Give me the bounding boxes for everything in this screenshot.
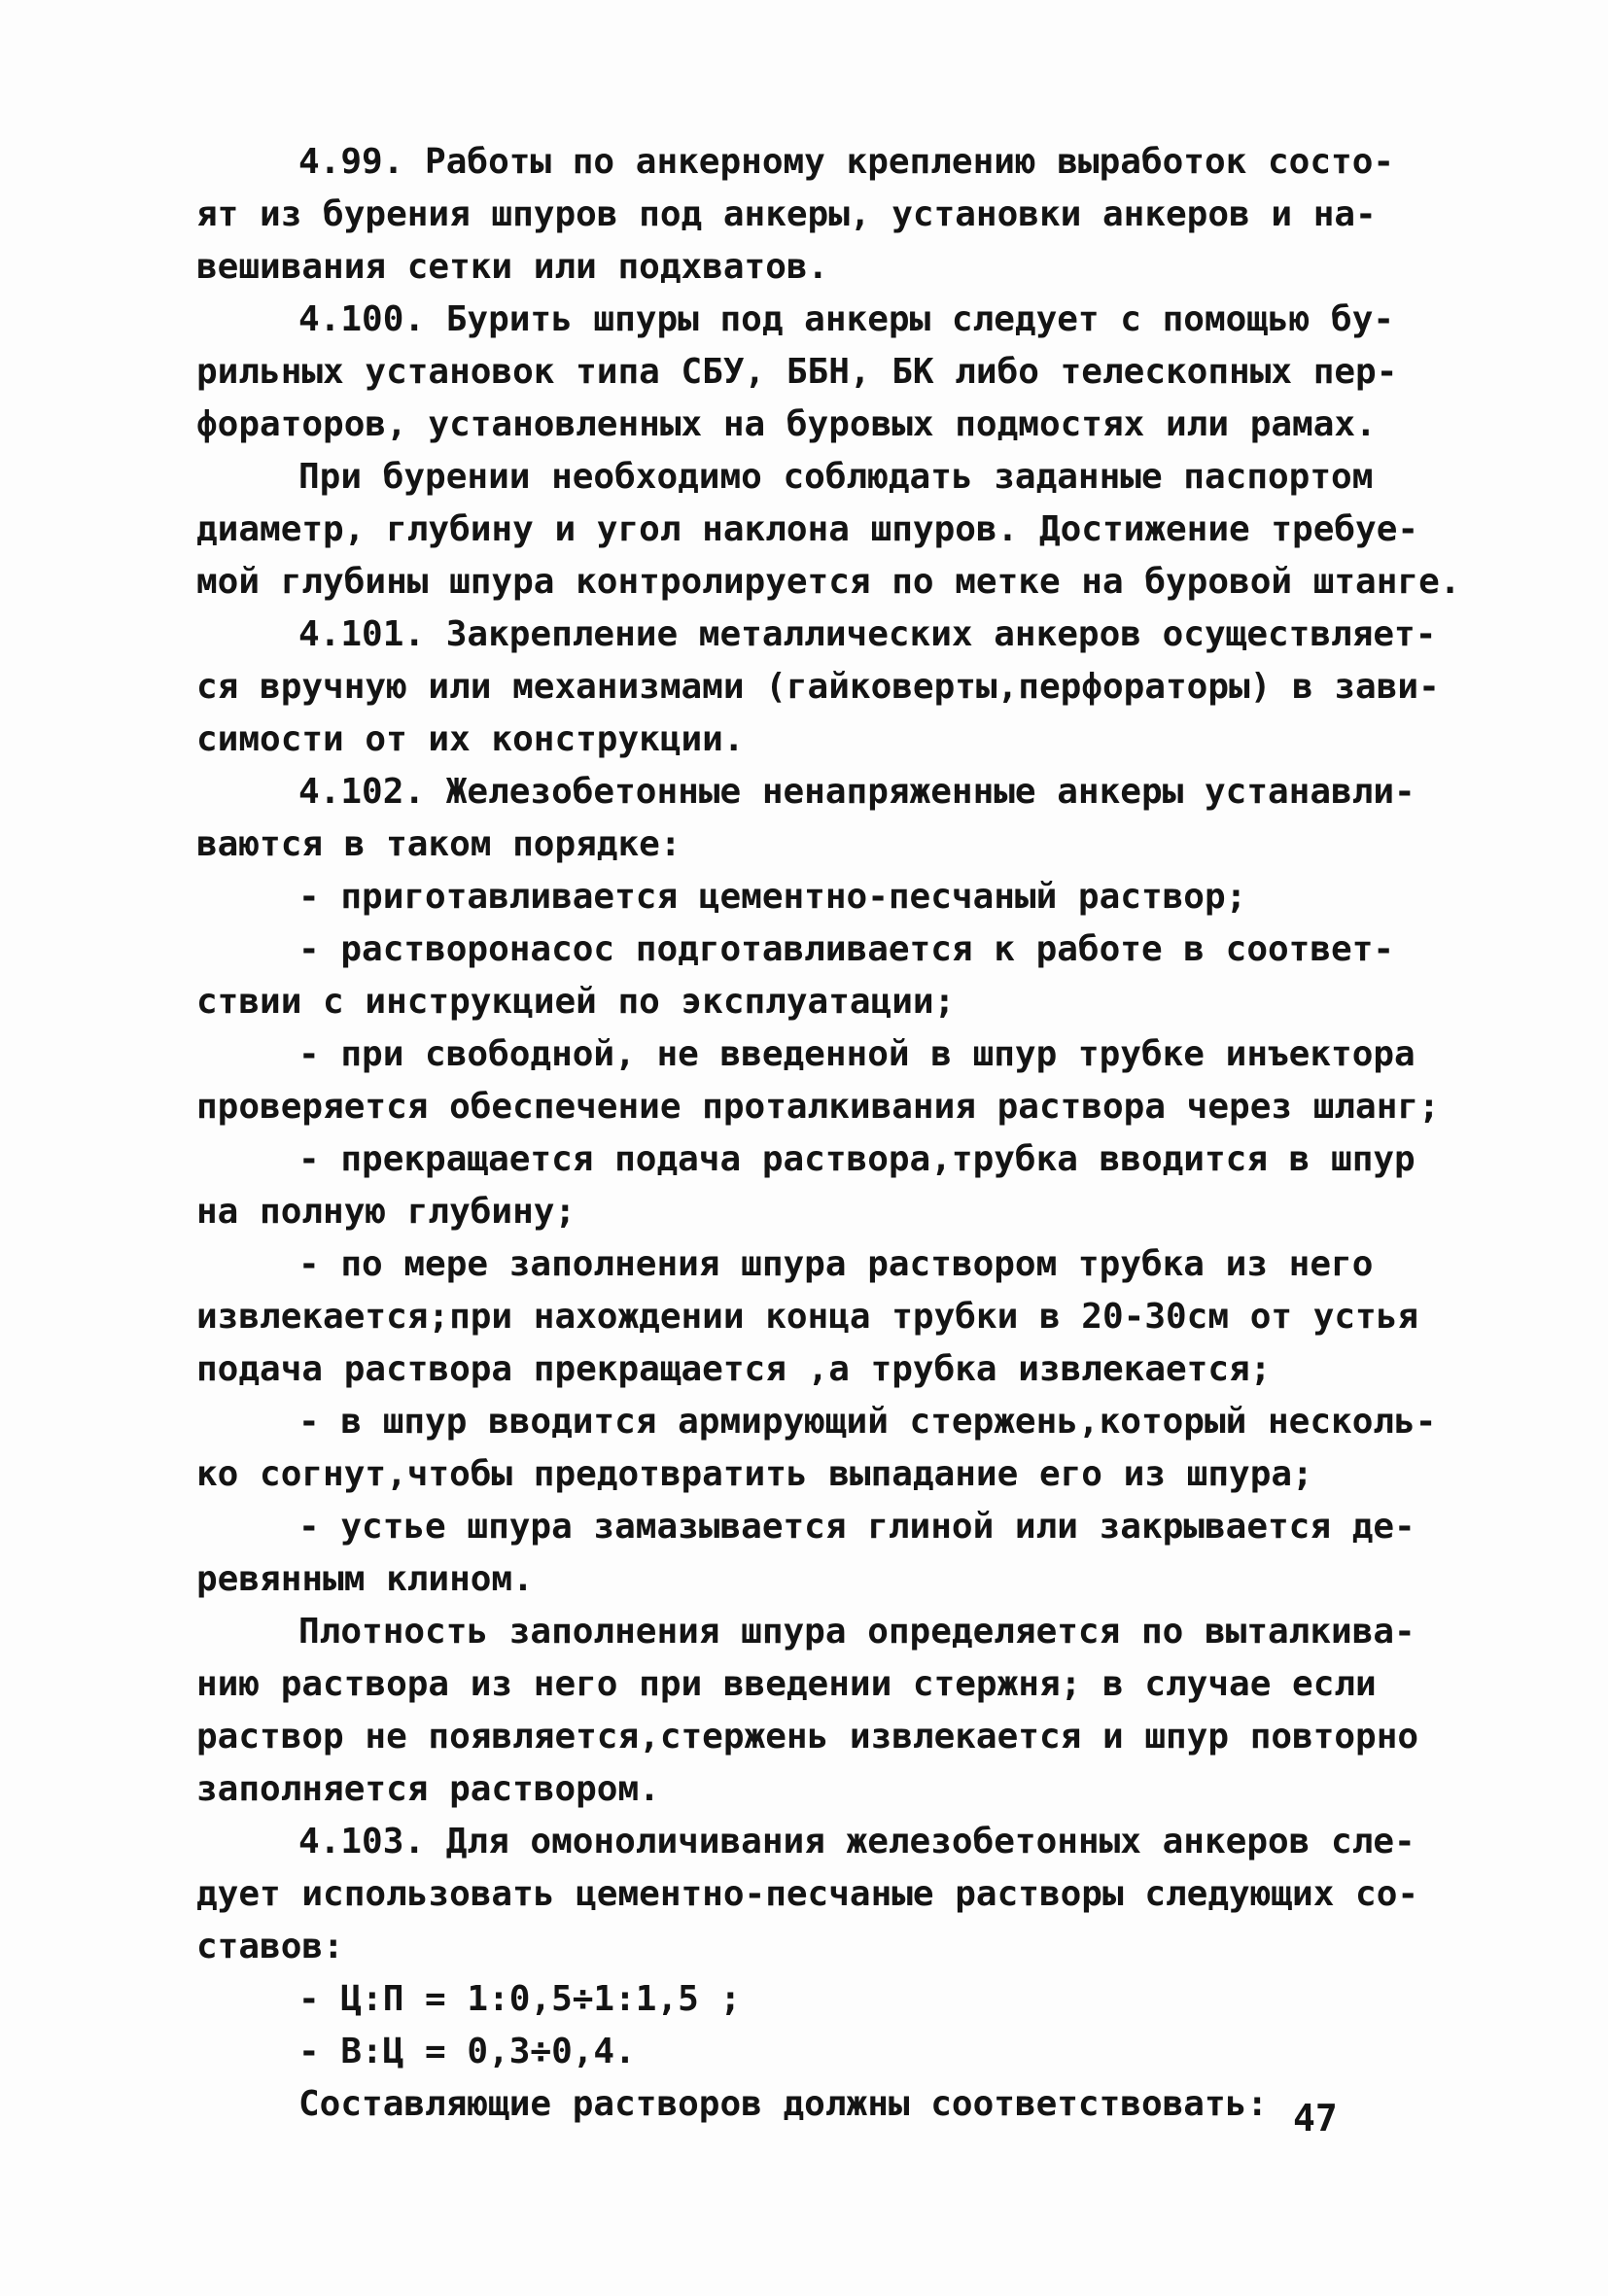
text-line-17: ствии с инструкцией по эксплуатации; bbox=[196, 982, 956, 1022]
text-line-26: ко согнут,чтобы предотвратить выпадание его из шпура; bbox=[196, 1454, 1313, 1494]
text-line-06: фораторов, установленных на буровых подмостях или рамах. bbox=[196, 404, 1377, 444]
text-line-35: ставов: bbox=[196, 1927, 344, 1966]
text-line-25: - в шпур вводится армирующий стержень,который несколь- bbox=[298, 1402, 1437, 1442]
text-line-21: на полную глубину; bbox=[196, 1192, 577, 1232]
text-line-14: ваются в таком порядке: bbox=[196, 824, 682, 864]
text-line-16: - растворонасос подготавливается к работе в соответ- bbox=[298, 929, 1395, 969]
text-line-18: - при свободной, не введенной в шпур трубке инъектора bbox=[298, 1034, 1416, 1074]
text-line-34: дует использовать цементно-песчаные растворы следующих со- bbox=[196, 1874, 1419, 1914]
text-line-24: подача раствора прекращается ,а трубка извлекается; bbox=[196, 1349, 1272, 1389]
text-line-27: - устье шпура замазывается глиной или закрывается де- bbox=[298, 1507, 1416, 1547]
text-line-32: заполняется раствором. bbox=[196, 1769, 660, 1809]
text-line-05: рильных установок типа СБУ, ББН, БК либо телескопных пер- bbox=[196, 352, 1398, 392]
text-line-19: проверяется обеспечение проталкивания раствора через шланг; bbox=[196, 1087, 1440, 1127]
text-line-02: ят из бурения шпуров под анкеры, установки анкеров и на- bbox=[196, 194, 1377, 234]
text-line-10: 4.101. Закрепление металлических анкеров осуществляет- bbox=[298, 614, 1437, 654]
text-line-37: - В:Ц = 0,3÷0,4. bbox=[298, 2032, 636, 2071]
text-line-23: извлекается;при нахождении конца трубки в 20-30см от устья bbox=[196, 1297, 1419, 1337]
text-line-11: ся вручную или механизмами (гайковерты,перфораторы) в зави- bbox=[196, 667, 1440, 707]
text-line-04: 4.100. Бурить шпуры под анкеры следует с помощью бу- bbox=[298, 299, 1395, 339]
text-line-13: 4.102. Железобетонные ненапряженные анкеры устанавли- bbox=[298, 772, 1416, 812]
body-text bbox=[196, 136, 1461, 2131]
text-line-30: нию раствора из него при введении стержня; в случае если bbox=[196, 1664, 1377, 1704]
text-line-28: ревянным клином. bbox=[196, 1559, 534, 1599]
text-line-07: При бурении необходимо соблюдать заданные паспортом bbox=[298, 457, 1374, 497]
text-line-38: Составляющие растворов должны соответствовать: bbox=[298, 2084, 1268, 2124]
text-line-31: раствор не появляется,стержень извлекается и шпур повторно bbox=[196, 1717, 1419, 1757]
text-line-36: - Ц:П = 1:0,5÷1:1,5 ; bbox=[298, 1979, 742, 2019]
text-line-22: - по мере заполнения шпура раствором трубка из него bbox=[298, 1244, 1374, 1284]
page-number: 47 bbox=[1293, 2097, 1338, 2139]
text-line-15: - приготавливается цементно-песчаный раствор; bbox=[298, 877, 1247, 917]
text-line-33: 4.103. Для омоноличивания железобетонных анкеров сле- bbox=[298, 1822, 1416, 1861]
text-line-12: симости от их конструкции. bbox=[196, 719, 745, 759]
text-line-08: диаметр, глубину и угол наклона шпуров. Достижение требуе- bbox=[196, 509, 1419, 549]
text-line-20: - прекращается подача раствора,трубка вводится в шпур bbox=[298, 1139, 1416, 1179]
text-line-09: мой глубины шпура контролируется по метке на буровой штанге. bbox=[196, 562, 1461, 602]
text-line-01: 4.99. Работы по анкерному креплению выработок состо- bbox=[298, 142, 1395, 182]
text-line-03: вешивания сетки или подхватов. bbox=[196, 247, 829, 287]
text-line-29: Плотность заполнения шпура определяется по выталкива- bbox=[298, 1612, 1416, 1652]
